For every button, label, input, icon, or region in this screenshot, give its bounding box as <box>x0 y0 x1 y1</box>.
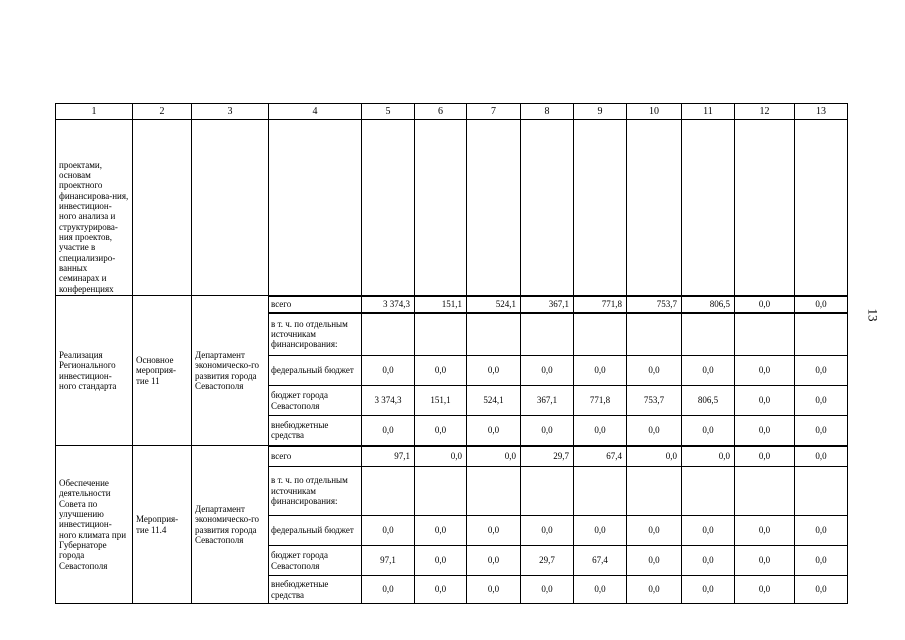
value-cell: 0,0 <box>682 446 735 467</box>
value-cell: 753,7 <box>627 386 682 416</box>
value-cell: 367,1 <box>521 386 574 416</box>
empty-cell <box>627 120 682 296</box>
value-cell: 0,0 <box>735 576 795 604</box>
value-cell <box>362 313 415 356</box>
source-label: внебюджетные средства <box>269 576 362 604</box>
value-cell: 0,0 <box>574 576 627 604</box>
value-cell: 0,0 <box>521 576 574 604</box>
measure-cell: Мероприя-тие 11.4 <box>133 446 192 604</box>
source-label: внебюджетные средства <box>269 416 362 446</box>
value-cell <box>682 313 735 356</box>
header-cell: 10 <box>627 104 682 120</box>
executor-cell: Департамент экономическо-го развития города Севастополя <box>192 446 269 604</box>
continuation-text: проектами, основам проектного финансирова-ния, инвестицион-ного анализа и структурирова-ния проектов, участие в специализиро-ванных семинарах и конференциях <box>56 120 133 296</box>
value-cell: 771,8 <box>574 386 627 416</box>
value-cell: 0,0 <box>735 386 795 416</box>
value-cell: 0,0 <box>795 416 848 446</box>
source-label: бюджет города Севастополя <box>269 386 362 416</box>
value-cell: 0,0 <box>682 416 735 446</box>
value-cell: 0,0 <box>795 386 848 416</box>
value-cell: 151,1 <box>415 386 467 416</box>
value-cell: 29,7 <box>521 546 574 576</box>
value-cell <box>574 467 627 516</box>
source-label: федеральный бюджет <box>269 516 362 546</box>
empty-cell <box>133 120 192 296</box>
empty-cell <box>467 120 521 296</box>
value-cell: 0,0 <box>574 516 627 546</box>
header-cell: 9 <box>574 104 627 120</box>
source-label: в т. ч. по отдельным источникам финансирования: <box>269 467 362 516</box>
header-cell: 13 <box>795 104 848 120</box>
value-cell: 0,0 <box>735 546 795 576</box>
header-cell: 11 <box>682 104 735 120</box>
empty-cell <box>795 120 848 296</box>
value-cell: 0,0 <box>627 446 682 467</box>
executor-cell: Департамент экономическо-го развития города Севастополя <box>192 296 269 446</box>
value-cell: 806,5 <box>682 296 735 313</box>
value-cell <box>795 467 848 516</box>
value-cell <box>627 467 682 516</box>
value-cell: 0,0 <box>627 516 682 546</box>
header-cell: 4 <box>269 104 362 120</box>
value-cell: 0,0 <box>574 416 627 446</box>
value-cell <box>467 467 521 516</box>
value-cell: 0,0 <box>415 416 467 446</box>
value-cell: 0,0 <box>467 576 521 604</box>
empty-cell <box>362 120 415 296</box>
value-cell: 0,0 <box>735 296 795 313</box>
value-cell <box>682 467 735 516</box>
value-cell: 0,0 <box>795 356 848 386</box>
source-label: в т. ч. по отдельным источникам финансирования: <box>269 313 362 356</box>
source-label: всего <box>269 296 362 313</box>
value-cell: 97,1 <box>362 446 415 467</box>
funding-table <box>55 103 848 604</box>
value-cell: 0,0 <box>627 546 682 576</box>
activity-name-cell: Обеспечение деятельности Совета по улучшению инвестицион-ного климата при Губернаторе города Севастополя <box>56 446 133 604</box>
value-cell: 0,0 <box>415 546 467 576</box>
empty-cell <box>735 120 795 296</box>
value-cell: 0,0 <box>467 446 521 467</box>
value-cell: 806,5 <box>682 386 735 416</box>
header-cell: 7 <box>467 104 521 120</box>
header-row <box>56 104 848 120</box>
value-cell <box>735 313 795 356</box>
source-label: бюджет города Севастополя <box>269 546 362 576</box>
value-cell: 0,0 <box>362 516 415 546</box>
block-investment-council <box>56 446 848 604</box>
value-cell: 3 374,3 <box>362 386 415 416</box>
value-cell: 0,0 <box>362 356 415 386</box>
value-cell: 0,0 <box>521 416 574 446</box>
value-cell <box>627 313 682 356</box>
value-cell: 0,0 <box>467 416 521 446</box>
value-cell: 0,0 <box>627 416 682 446</box>
block-realization-standard <box>56 296 848 446</box>
activity-name-cell: Реализация Регионального инвестицион-ного стандарта <box>56 296 133 446</box>
value-cell: 0,0 <box>682 546 735 576</box>
value-cell: 0,0 <box>795 576 848 604</box>
source-label: федеральный бюджет <box>269 356 362 386</box>
value-cell: 0,0 <box>467 516 521 546</box>
page-number: 13 <box>865 308 881 322</box>
header-cell: 3 <box>192 104 269 120</box>
value-cell: 771,8 <box>574 296 627 313</box>
value-cell: 0,0 <box>795 446 848 467</box>
value-cell: 0,0 <box>415 516 467 546</box>
value-cell <box>574 313 627 356</box>
value-cell: 0,0 <box>735 446 795 467</box>
value-cell: 0,0 <box>735 516 795 546</box>
empty-cell <box>415 120 467 296</box>
value-cell: 0,0 <box>574 356 627 386</box>
empty-cell <box>269 120 362 296</box>
value-cell <box>467 313 521 356</box>
value-cell: 0,0 <box>467 546 521 576</box>
source-label: всего <box>269 446 362 467</box>
header-cell: 5 <box>362 104 415 120</box>
value-cell: 0,0 <box>521 356 574 386</box>
value-cell: 67,4 <box>574 546 627 576</box>
continuation-row <box>56 120 848 296</box>
value-cell: 0,0 <box>415 446 467 467</box>
value-cell <box>795 313 848 356</box>
value-cell: 0,0 <box>521 516 574 546</box>
value-cell: 0,0 <box>682 516 735 546</box>
value-cell <box>521 313 574 356</box>
value-cell: 0,0 <box>682 576 735 604</box>
value-cell: 524,1 <box>467 386 521 416</box>
value-cell: 151,1 <box>415 296 467 313</box>
empty-cell <box>192 120 269 296</box>
value-cell: 0,0 <box>415 356 467 386</box>
header-cell: 6 <box>415 104 467 120</box>
value-cell: 524,1 <box>467 296 521 313</box>
value-cell: 0,0 <box>362 416 415 446</box>
value-cell: 0,0 <box>627 356 682 386</box>
value-cell <box>521 467 574 516</box>
value-cell: 0,0 <box>415 576 467 604</box>
empty-cell <box>682 120 735 296</box>
value-cell: 0,0 <box>627 576 682 604</box>
value-cell <box>415 313 467 356</box>
value-cell: 0,0 <box>682 356 735 386</box>
value-cell: 67,4 <box>574 446 627 467</box>
empty-cell <box>521 120 574 296</box>
value-cell: 0,0 <box>735 356 795 386</box>
value-cell <box>735 467 795 516</box>
funding-row <box>56 446 848 467</box>
value-cell: 3 374,3 <box>362 296 415 313</box>
value-cell: 0,0 <box>467 356 521 386</box>
value-cell: 97,1 <box>362 546 415 576</box>
value-cell: 367,1 <box>521 296 574 313</box>
value-cell: 29,7 <box>521 446 574 467</box>
value-cell <box>415 467 467 516</box>
value-cell: 0,0 <box>735 416 795 446</box>
value-cell: 0,0 <box>795 546 848 576</box>
measure-cell: Основное мероприя-тие 11 <box>133 296 192 446</box>
value-cell: 753,7 <box>627 296 682 313</box>
value-cell: 0,0 <box>795 296 848 313</box>
value-cell: 0,0 <box>795 516 848 546</box>
empty-cell <box>574 120 627 296</box>
header-cell: 1 <box>56 104 133 120</box>
header-cell: 8 <box>521 104 574 120</box>
header-cell: 2 <box>133 104 192 120</box>
value-cell: 0,0 <box>362 576 415 604</box>
value-cell <box>362 467 415 516</box>
header-cell: 12 <box>735 104 795 120</box>
funding-row <box>56 296 848 313</box>
